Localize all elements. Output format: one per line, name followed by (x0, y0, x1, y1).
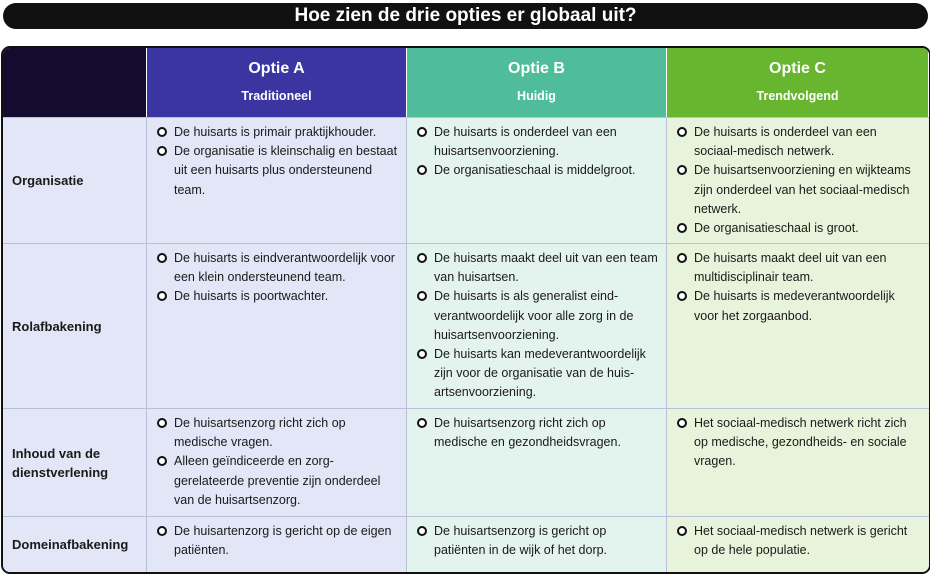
comparison-grid (3, 48, 929, 572)
bullet-icon (157, 526, 167, 536)
cell-domeinafbakening-option-c (667, 516, 929, 572)
bullet-icon (417, 127, 427, 137)
list-item (157, 287, 398, 306)
list-item-text: De huisarts maakt deel uit van een multidisciplinair team. (694, 251, 887, 285)
list-item (157, 142, 398, 200)
list-item-text: De huisarts is poortwachter. (174, 289, 329, 304)
list-item-text: De organisatie is kleinschalig en bestaat uit een huisarts plus ondersteunend team. (174, 144, 398, 197)
list-item (417, 161, 658, 180)
bullet-icon (157, 291, 167, 301)
list-item-text: De huisarts is primair praktijkhouder. (174, 125, 377, 139)
bullet-list (667, 244, 929, 326)
list-item-text: De organisatieschaal is groot. (694, 221, 859, 236)
bullet-list (147, 244, 406, 307)
cell-rolafbakening-option-b (407, 243, 667, 408)
bullet-list (667, 118, 929, 238)
cell-rolafbakening-option-c (667, 243, 929, 408)
list-item (677, 414, 921, 472)
row-label-domeinafbakening: Domeinafbakening (3, 516, 147, 572)
list-item-text: De organisatieschaal is middelgroot. (434, 163, 636, 178)
list-item (677, 161, 921, 219)
bullet-icon (157, 456, 167, 466)
cell-organisatie-option-a (147, 117, 407, 243)
list-item (157, 452, 398, 510)
list-item-text: De huisartsenzorg richt zich op medische en gezondheidsvragen. (434, 416, 621, 450)
cell-inhoud-dienstverlening-option-c (667, 408, 929, 516)
list-item-text: De huisartsenvoorziening en wijkteams zijn onderdeel van het sociaal-medisch netwerk. (694, 163, 911, 216)
bullet-icon (677, 526, 687, 536)
bullet-icon (417, 349, 427, 359)
list-item-text: De huisartsenzorg is gericht op patiënten in de wijk of het dorp. (434, 524, 608, 558)
header-option-a (147, 48, 407, 117)
cell-inhoud-dienstverlening-option-b (407, 408, 667, 516)
list-item (417, 345, 658, 403)
bullet-list (147, 118, 406, 200)
list-item-text: De huisarts is eindverantwoordelijk voor een klein ondersteunend team. (174, 251, 395, 285)
row-label-rolafbakening: Rolafbakening (3, 243, 147, 408)
list-item-text: De huisarts is medeverantwoordelijk voor het zorgaanbod. (694, 289, 895, 323)
bullet-list (407, 244, 666, 403)
list-item-text: De huisarts kan medeverantwoordelijk zijn voor de organisatie van de huis-artsenvoorziening. (434, 347, 646, 400)
bullet-list (407, 118, 666, 181)
bullet-list (667, 409, 929, 472)
list-item (157, 249, 398, 287)
list-item-text: De huisartsenzorg richt zich op medische vragen. (174, 416, 346, 450)
list-item (417, 123, 658, 161)
bullet-icon (157, 418, 167, 428)
bullet-icon (157, 127, 167, 137)
list-item-text: Het sociaal-medisch netwerk is gericht op de hele populatie. (694, 524, 908, 558)
list-item-text: De huisarts is onderdeel van een huisartsenvoorziening. (434, 125, 617, 159)
bullet-icon (677, 253, 687, 263)
list-item (157, 522, 398, 560)
cell-organisatie-option-c (667, 117, 929, 243)
list-item-text: Alleen geïndiceerde en zorg-gerelateerde preventie zijn onderdeel van de huisartsenzorg. (174, 454, 381, 507)
list-item-text: De huisarts is onderdeel van een sociaal-medisch netwerk. (694, 125, 877, 159)
bullet-icon (157, 146, 167, 156)
list-item-text: Het sociaal-medisch netwerk richt zich op medische, gezondheids- en sociale vragen. (694, 416, 907, 469)
cell-inhoud-dienstverlening-option-a (147, 408, 407, 516)
list-item (677, 287, 921, 325)
bullet-icon (677, 223, 687, 233)
list-item-text: De huisarts maakt deel uit van een team van huisartsen. (434, 251, 658, 285)
cell-domeinafbakening-option-b (407, 516, 667, 572)
option-a-name: Optie A (248, 60, 305, 77)
bullet-icon (677, 418, 687, 428)
list-item (417, 249, 658, 287)
list-item (417, 414, 658, 452)
bullet-icon (417, 526, 427, 536)
bullet-list (667, 517, 929, 560)
bullet-icon (417, 291, 427, 301)
bullet-list (147, 517, 406, 560)
bullet-list (407, 517, 666, 560)
bullet-icon (677, 127, 687, 137)
option-b-subtitle: Huidig (517, 89, 556, 103)
option-c-name: Optie C (769, 60, 826, 77)
list-item (677, 123, 921, 161)
row-label-organisatie: Organisatie (3, 117, 147, 243)
list-item (677, 522, 921, 560)
bullet-icon (677, 165, 687, 175)
bullet-icon (417, 418, 427, 428)
bullet-icon (417, 253, 427, 263)
option-c-subtitle: Trendvolgend (756, 89, 839, 103)
page-title: Hoe zien de drie opties er globaal uit? (3, 3, 928, 29)
list-item-text: De huisarts is als generalist eind-verantwoordelijk voor alle zorg in de huisartsenvoorziening. (434, 289, 634, 342)
list-item (417, 287, 658, 345)
bullet-icon (417, 165, 427, 175)
header-option-c (667, 48, 929, 117)
list-item (677, 219, 921, 238)
option-b-name: Optie B (508, 60, 565, 77)
list-item (417, 522, 658, 560)
list-item (157, 414, 398, 452)
row-label-inhoud-dienstverlening: Inhoud van de dienstverlening (3, 408, 147, 516)
comparison-table (1, 46, 930, 574)
list-item (157, 123, 398, 142)
option-a-subtitle: Traditioneel (241, 89, 312, 103)
header-corner (3, 48, 147, 117)
list-item (677, 249, 921, 287)
bullet-list (407, 409, 666, 452)
list-item-text: De huisartenzorg is gericht op de eigen patiënten. (174, 524, 392, 558)
bullet-list (147, 409, 406, 510)
cell-domeinafbakening-option-a (147, 516, 407, 572)
cell-organisatie-option-b (407, 117, 667, 243)
bullet-icon (157, 253, 167, 263)
cell-rolafbakening-option-a (147, 243, 407, 408)
bullet-icon (677, 291, 687, 301)
header-option-b (407, 48, 667, 117)
